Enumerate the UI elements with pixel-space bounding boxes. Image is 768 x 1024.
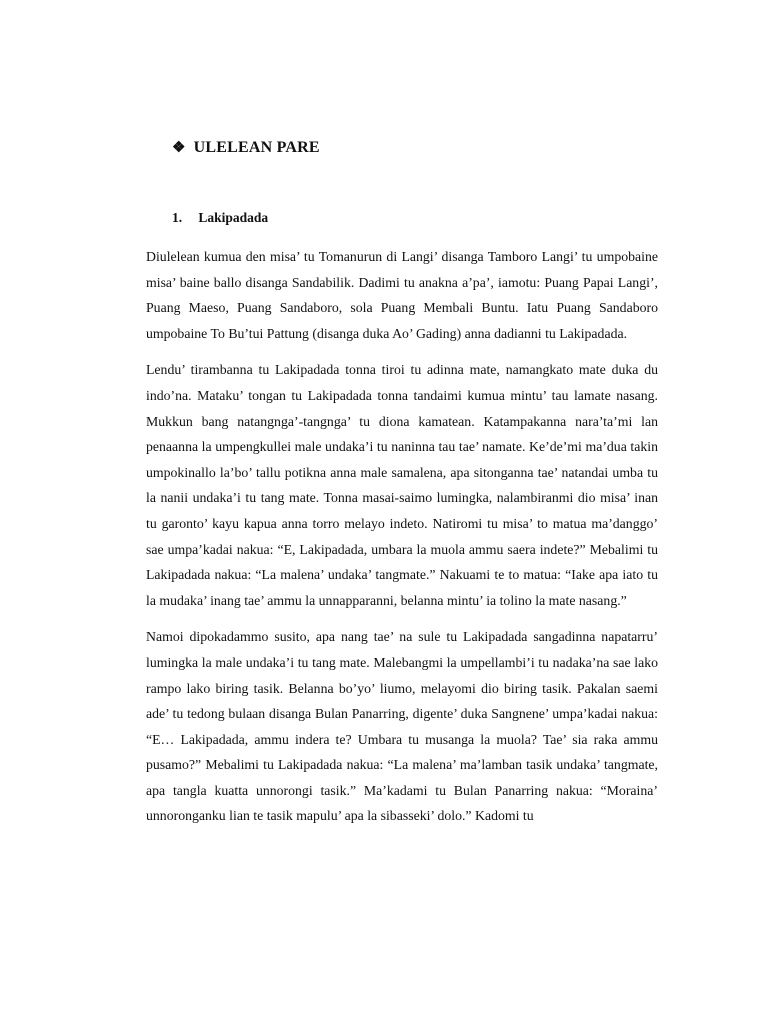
paragraph: Namoi dipokadammo susito, apa nang tae’ na sule tu Lakipadada sangadinna napatarru’ lumingka la male undaka’i tu tang mate. Malebangmi la umpellambi’i tu nadaka’na sae lako rampo lako biring tasik. Belanna bo’yo’ liumo, melayomi dio biring tasik. Pakalan saemi ade’ tu tedong bulaan disanga Bulan Panarring, digente’ duka Sangnene’ umpa’kadai nakua: “E… Lakipadada, ammu indera te? Umbara tu musanga la muola? Tae’ sia raka ammu pusamo?” Mebalimi tu Lakipadada nakua: “La malena’ ma’lamban tasik undaka’ tangmate, apa tangla kuatta unnorongi tasik.” Ma’kadami tu Bulan Panarring nakua: “Moraina’ unnoronganku lian te tasik mapulu’ apa la sibasseki’ dolo.” Kadomi tu (146, 629, 658, 824)
diamond-bullet-icon: ❖ (172, 140, 186, 156)
heading (172, 138, 320, 157)
section-heading (172, 210, 268, 226)
paragraph: Lendu’ tirambanna tu Lakipadada tonna tiroi tu adinna mate, namangkato mate duka du indo’na. Mataku’ tongan tu Lakipadada tonna tandaimi kumua mintu’ tau lamate nasang. Mukkun bang natangnga’-tangnga’ tu diona kamatean. Katampakanna nara’ta’mi lan penaanna la umpengkullei male undaka’i tu naninna tau tae’ namate. Ke’de’mi ma’dua takin umpokinallo la’bo’ tallu potikna anna male samalena, apa sitonganna tae’ natandai umba tu la nanii undaka’i tu tang mate. Tonna masai-saimo lumingka, nalambiranmi dio misa’ inan tu garonto’ kayu kapua anna torro melayo indeto. Natiromi tu misa’ to matua ma’danggo’ sae umpa’kadai nakua: “E, Lakipadada, umbara la muola ammu saera indete?” Mebalimi tu Lakipadada nakua: “La malena’ undaka’ tangmate.” Nakuami te to matua: “Iake apa iato tu la mudaka’ inang tae’ ammu la unnapparanni, belanna mintu’ ia tolino la mate nasang.” (146, 362, 658, 608)
heading-title: ULELEAN PARE (193, 138, 320, 156)
section-title: Lakipadada (198, 210, 269, 225)
section-number: 1. (172, 210, 183, 225)
body-text (146, 244, 658, 840)
paragraph: Diulelean kumua den misa’ tu Tomanurun di Langi’ disanga Tamboro Langi’ tu umpobaine misa’ baine ballo disanga Sandabilik. Dadimi tu anakna a’pa’, iamotu: Puang Papai Langi’, Puang Maeso, Puang Sandaboro, sola Puang Membali Buntu. Iatu Puang Sandaboro umpobaine To Bu’tui Pattung (disanga duka Ao’ Gading) anna dadianni tu Lakipadada. (146, 249, 658, 341)
